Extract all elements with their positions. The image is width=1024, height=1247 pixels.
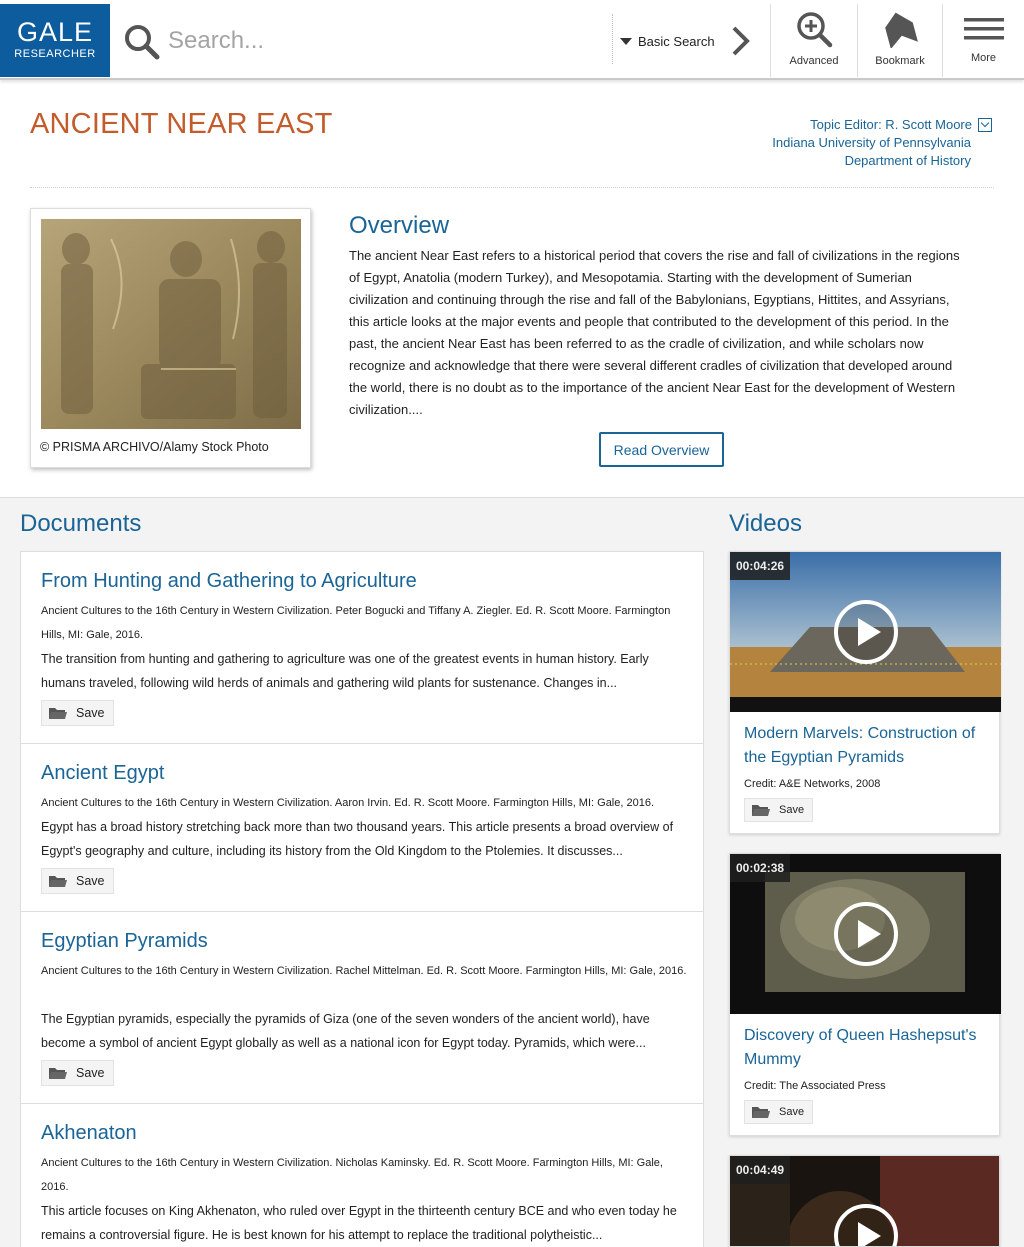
save-label: Save <box>76 874 105 888</box>
document-snippet: Egypt has a broad history stretching back more than two thousand years. This article presents a broad overview of Egypt's geography and culture, including its history from the Old Kingdom to the Ptolemies. It discusses... <box>41 820 674 858</box>
save-button[interactable] <box>41 700 114 726</box>
divider <box>30 187 994 188</box>
folder-icon <box>751 1104 771 1120</box>
play-icon[interactable] <box>833 599 899 665</box>
document-citation: Ancient Cultures to the 16th Century in Western Civilization. Peter Bogucki and Tiffany A. Ziegler. Ed. R. Scott Moore. Farmington Hills, MI: Gale, 2016. <box>41 605 671 641</box>
folder-icon <box>48 873 68 889</box>
topic-editor-info <box>772 116 992 170</box>
image-caption: © PRISMA ARCHIVO/Alamy Stock Photo <box>40 440 269 454</box>
document-title-link[interactable]: From Hunting and Gathering to Agriculture <box>41 570 417 592</box>
expand-editor-icon[interactable] <box>978 118 992 132</box>
document-title-link[interactable]: Ancient Egypt <box>41 762 165 784</box>
bookmark-label: Bookmark <box>875 55 925 67</box>
folder-icon <box>751 802 771 818</box>
video-card <box>729 1155 1000 1247</box>
document-item <box>21 912 703 1104</box>
topic-editor-link[interactable]: Topic Editor: R. Scott Moore <box>810 117 972 132</box>
more-label: More <box>970 52 997 64</box>
save-label: Save <box>779 804 805 816</box>
hamburger-menu-icon <box>962 10 1006 44</box>
search-icon[interactable] <box>124 24 160 60</box>
logo-text-researcher: RESEARCHER <box>14 48 96 60</box>
video-card <box>729 551 1000 834</box>
video-title-link[interactable]: Modern Marvels: Construction of the Egyptian Pyramids <box>744 725 976 766</box>
video-duration: 00:02:38 <box>730 854 790 882</box>
search-input[interactable] <box>168 22 598 60</box>
overview-image-card <box>30 208 311 468</box>
overview-text: The ancient Near East refers to a historical period that covers the rise and fall of civilizations in the regions of Egypt, Anatolia (modern Turkey), and Mesopotamia. Starting with the development of Sumerian civilization and continuing through the rise and fall of the Babylonians, Egyptians, Hittites, and Assyrians, this article looks at the major events and people that contributed to the development of this period. In the past, the ancient Near East has been referred to as the cradle of civilization, and while scholars now recognize and acknowledge that there were several different cradles of civilization that developed around the world, there is no doubt as to the importance of the ancient Near East for the development of Western civilization.... <box>349 248 960 417</box>
save-button[interactable] <box>744 798 813 822</box>
divider <box>612 14 613 64</box>
search-mode-label: Basic Search <box>638 33 715 49</box>
document-citation: Ancient Cultures to the 16th Century in Western Civilization. Aaron Irvin. Ed. R. Scott Moore. Farmington Hills, MI: Gale, 2016. <box>41 797 655 809</box>
play-icon[interactable] <box>833 1203 899 1247</box>
video-thumbnail[interactable] <box>730 552 1001 712</box>
top-header <box>0 0 1024 80</box>
video-credit: Credit: A&E Networks, 2008 <box>744 778 881 790</box>
documents-list <box>20 551 704 1247</box>
logo-text-gale: GALE <box>16 17 94 47</box>
editor-institution: Indiana University of Pennsylvania <box>772 135 971 150</box>
document-snippet: The Egyptian pyramids, especially the pyramids of Giza (one of the seven wonders of the ancient world), have become a symbol of ancient Egypt globally as well as a national icon for Egypt today. Pyramids, which were... <box>41 1012 650 1050</box>
video-thumbnail[interactable] <box>730 854 1001 1014</box>
videos-heading: Videos <box>729 510 802 537</box>
folder-icon <box>48 705 68 721</box>
video-card <box>729 853 1000 1136</box>
document-title-link[interactable]: Akhenaton <box>41 1122 137 1144</box>
advanced-search-button[interactable] <box>770 4 857 77</box>
document-citation: Ancient Cultures to the 16th Century in Western Civilization. Nicholas Kaminsky. Ed. R. Scott Moore. Farmington Hills, MI: Gale, 2016. <box>41 1157 663 1193</box>
document-title-link[interactable]: Egyptian Pyramids <box>41 930 208 952</box>
save-button[interactable] <box>41 1060 114 1086</box>
document-item <box>21 1104 703 1247</box>
save-button[interactable] <box>41 868 114 894</box>
video-duration: 00:04:26 <box>730 552 790 580</box>
page-title: ANCIENT NEAR EAST <box>30 108 333 140</box>
zoom-plus-icon <box>795 10 833 48</box>
bookmark-button[interactable] <box>857 4 942 77</box>
editor-department: Department of History <box>844 153 971 168</box>
video-credit: Credit: The Associated Press <box>744 1080 886 1092</box>
documents-heading: Documents <box>20 510 142 537</box>
save-label: Save <box>76 1066 105 1080</box>
advanced-label: Advanced <box>789 55 839 67</box>
document-item <box>21 744 703 912</box>
video-duration: 00:04:49 <box>730 1156 790 1184</box>
folder-icon <box>48 1065 68 1081</box>
document-snippet: This article focuses on King Akhenaton, who ruled over Egypt in the thirteenth century BCE and who even today he remains a controversial figure. He is best known for his attempt to replace the traditional polytheistic... <box>41 1204 677 1242</box>
chevron-right-icon[interactable] <box>730 24 752 58</box>
document-item <box>21 552 703 744</box>
overview-heading: Overview <box>349 212 450 239</box>
document-citation: Ancient Cultures to the 16th Century in Western Civilization. Rachel Mittelman. Ed. R. Scott Moore. Farmington Hills, MI: Gale, 2016. <box>41 965 687 977</box>
video-thumbnail[interactable] <box>730 1156 1000 1247</box>
assyrian-relief-image[interactable] <box>41 219 301 429</box>
search-mode-dropdown[interactable] <box>620 30 715 52</box>
video-title-link[interactable]: Discovery of Queen Hashepsut's Mummy <box>744 1027 977 1068</box>
document-snippet: The transition from hunting and gathering to agriculture was one of the greatest events in human history. Early humans traveled, following wild herds of animals and gathering wild plants for sustenance. Changes in... <box>41 652 649 690</box>
more-menu-button[interactable] <box>942 4 1024 77</box>
bookmark-icon <box>880 10 920 48</box>
gale-researcher-logo[interactable] <box>0 4 110 77</box>
save-label: Save <box>76 706 105 720</box>
save-label: Save <box>779 1106 805 1118</box>
read-overview-button[interactable]: Read Overview <box>599 432 724 467</box>
save-button[interactable] <box>744 1100 813 1124</box>
caret-down-icon <box>620 38 632 45</box>
play-icon[interactable] <box>833 901 899 967</box>
